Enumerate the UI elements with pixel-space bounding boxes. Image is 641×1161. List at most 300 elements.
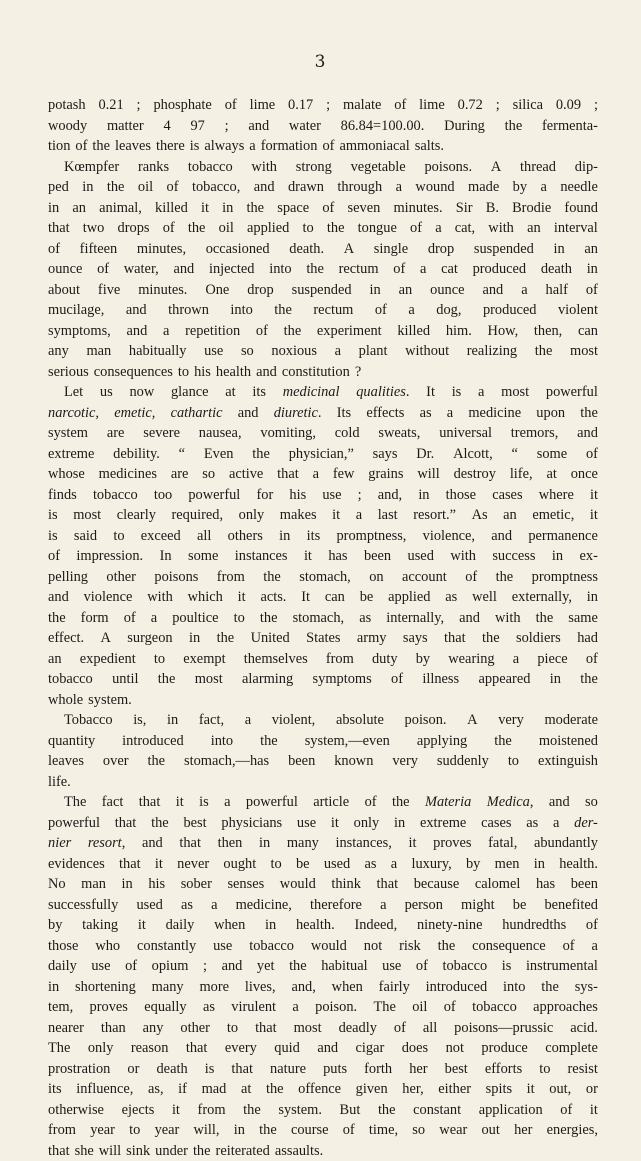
word: A — [100, 628, 110, 649]
word: deadly — [339, 1018, 377, 1039]
word: is — [190, 136, 200, 157]
word: “ — [179, 444, 185, 465]
word: consequence — [472, 936, 546, 957]
word: ; — [203, 956, 207, 977]
word: of — [225, 95, 237, 116]
word: constantly — [137, 936, 196, 957]
word: of — [256, 321, 268, 342]
word: strong — [296, 157, 332, 178]
text-line — [48, 218, 598, 239]
word: and — [238, 403, 259, 424]
word: nier — [48, 833, 71, 854]
word: poisons—prussic — [454, 1018, 553, 1039]
word: promptness — [532, 567, 598, 588]
word: it — [176, 792, 184, 813]
word: ounce — [48, 259, 82, 280]
word: required, — [172, 505, 224, 526]
word: reason — [131, 1038, 169, 1059]
word: fifteen — [80, 239, 118, 260]
word: has — [328, 546, 347, 567]
word: to — [539, 1059, 550, 1080]
word: active — [229, 464, 263, 485]
word: a — [553, 813, 559, 834]
word: tongue — [358, 218, 397, 239]
word: diuretic. — [274, 403, 322, 424]
word: potash — [48, 95, 86, 116]
word: with — [450, 546, 476, 567]
word: exempt — [183, 649, 225, 670]
word: form — [81, 608, 109, 629]
word: introduced — [122, 731, 184, 752]
word: man — [81, 874, 106, 895]
word: been — [288, 751, 315, 772]
word: others — [228, 526, 263, 547]
word: experiment — [317, 321, 382, 342]
word: into — [230, 300, 252, 321]
word: daily — [166, 915, 195, 936]
word: the — [284, 321, 302, 342]
word: soldiers — [516, 628, 561, 649]
word: that — [115, 813, 137, 834]
word: successfully — [48, 895, 118, 916]
word: stomach, — [293, 608, 345, 629]
word: an — [584, 239, 598, 260]
word: best — [445, 1059, 468, 1080]
word: stomach,—has — [184, 751, 269, 772]
word: violence, — [423, 526, 475, 547]
word: known — [334, 751, 373, 772]
word: tobacco — [48, 669, 93, 690]
word: a — [540, 177, 546, 198]
word: that — [255, 1018, 277, 1039]
word: cold — [335, 423, 360, 444]
word: 4 — [163, 116, 170, 137]
word: debility. — [113, 444, 160, 465]
word: all — [197, 526, 211, 547]
word: can — [325, 587, 345, 608]
word: it — [590, 505, 598, 526]
word: approaches — [533, 997, 598, 1018]
word: surgeon — [127, 628, 172, 649]
word: in — [82, 177, 93, 198]
word: at — [546, 464, 556, 485]
word: an — [503, 505, 517, 526]
word: a — [292, 997, 298, 1018]
word: and — [254, 177, 275, 198]
word: she — [75, 1141, 94, 1161]
word: sober — [181, 874, 212, 895]
word: its — [252, 382, 266, 403]
word: externally, — [512, 587, 572, 608]
word: of — [586, 649, 598, 670]
word: given — [356, 1079, 388, 1100]
word: that — [377, 874, 399, 895]
word: from — [198, 1100, 226, 1121]
word: thread — [520, 157, 556, 178]
word: many — [152, 977, 184, 998]
word: other — [180, 1018, 210, 1039]
word: where — [539, 485, 574, 506]
word: glance — [171, 382, 209, 403]
word: as — [203, 997, 215, 1018]
word: evidences — [48, 854, 105, 875]
word: when — [214, 915, 245, 936]
word: of — [97, 259, 109, 280]
word: applied — [388, 587, 430, 608]
word: prostration — [48, 1059, 110, 1080]
word: out — [481, 1120, 499, 1141]
word: course — [291, 1120, 329, 1141]
text-line — [48, 1059, 598, 1080]
word: her, — [402, 1079, 423, 1100]
word: of — [375, 300, 387, 321]
word: The — [64, 792, 86, 813]
word: and — [126, 300, 147, 321]
word: expedient — [80, 649, 136, 670]
word: of — [391, 669, 403, 690]
word: success — [492, 546, 535, 567]
word: piece — [537, 649, 567, 670]
word: once — [571, 464, 598, 485]
word: health. — [559, 854, 598, 875]
word: violent, — [272, 710, 316, 731]
word: resist — [568, 1059, 598, 1080]
word: for — [256, 485, 273, 506]
word: not — [446, 1038, 464, 1059]
word: 97 — [190, 116, 204, 137]
word: does — [402, 1038, 428, 1059]
word: with — [251, 157, 277, 178]
word: said — [74, 526, 97, 547]
word: to — [303, 218, 314, 239]
word: death — [541, 259, 572, 280]
word: daily — [48, 956, 77, 977]
word: a — [408, 300, 414, 321]
word: woody — [48, 116, 87, 137]
word: ejects — [122, 1100, 155, 1121]
word: severe — [143, 423, 180, 444]
word: ounce — [430, 280, 464, 301]
word: when — [332, 977, 363, 998]
word: puts — [323, 1059, 347, 1080]
word: in — [189, 628, 200, 649]
word: stomach, — [299, 567, 351, 588]
word: its — [307, 526, 321, 547]
word: a — [335, 341, 341, 362]
word: space — [277, 198, 309, 219]
word: that — [48, 1141, 70, 1161]
word: injected — [209, 259, 255, 280]
word: under — [155, 1141, 188, 1161]
word: might — [461, 895, 495, 916]
word: Medica, — [487, 792, 534, 813]
word: single — [374, 239, 408, 260]
word: produce — [481, 1038, 527, 1059]
word: most — [570, 341, 598, 362]
text-line — [48, 669, 598, 690]
text-line — [48, 813, 598, 834]
word: taking — [82, 915, 118, 936]
word: by — [416, 649, 430, 670]
word: the — [259, 1120, 277, 1141]
word: the — [147, 751, 165, 772]
word: the — [92, 136, 110, 157]
word: makes — [280, 505, 317, 526]
word: with — [488, 218, 514, 239]
word: into — [269, 259, 291, 280]
word: in — [534, 854, 545, 875]
word: the — [289, 956, 307, 977]
text-line — [48, 341, 598, 362]
word: Its — [337, 403, 351, 424]
word: grains — [368, 464, 403, 485]
word: always — [204, 136, 244, 157]
word: ped — [48, 177, 69, 198]
word: qualities. — [356, 382, 409, 403]
word: oil — [138, 177, 153, 198]
word: of — [560, 1100, 572, 1121]
word: is — [452, 382, 462, 403]
word: or — [127, 1059, 139, 1080]
word: the — [496, 567, 514, 588]
word: of — [410, 218, 422, 239]
body-text — [48, 95, 598, 1161]
word: introduced — [426, 977, 488, 998]
word: water, — [124, 259, 159, 280]
word: offence — [298, 1079, 341, 1100]
word: the — [392, 792, 410, 813]
text-line — [48, 505, 598, 526]
text-line — [48, 259, 598, 280]
word: and — [222, 956, 243, 977]
text-line — [48, 731, 598, 752]
text-line — [48, 1100, 598, 1121]
word: a — [249, 136, 255, 157]
word: of — [322, 198, 334, 219]
word: as — [445, 587, 457, 608]
word: use — [322, 485, 341, 506]
word: many — [287, 833, 319, 854]
word: it — [201, 198, 209, 219]
word: effect. — [48, 628, 84, 649]
word: the — [536, 608, 554, 629]
word: vomiting, — [260, 423, 316, 444]
word: poisons — [154, 567, 198, 588]
word: in — [553, 239, 564, 260]
word: ranks — [138, 157, 169, 178]
word: which — [188, 587, 223, 608]
word: is — [48, 526, 58, 547]
word: resort.” — [413, 505, 456, 526]
word: system,—even — [305, 731, 390, 752]
word: mad — [202, 1079, 227, 1100]
word: seven — [348, 198, 381, 219]
word: A — [467, 710, 477, 731]
word: efforts — [485, 1059, 522, 1080]
word: is, — [133, 710, 146, 731]
word: it — [408, 833, 416, 854]
word: use — [213, 936, 232, 957]
word: ex- — [580, 546, 598, 567]
word: 0.72 — [458, 95, 483, 116]
word: of — [586, 915, 598, 936]
word: poisons. — [424, 157, 472, 178]
word: is — [199, 792, 209, 813]
word: then — [218, 833, 243, 854]
word: a — [592, 936, 598, 957]
word: of — [124, 608, 136, 629]
word: a — [380, 895, 386, 916]
word: destroy — [454, 464, 496, 485]
word: During — [444, 116, 485, 137]
word: had — [577, 628, 598, 649]
word: reiterated — [216, 1141, 270, 1161]
word: so — [241, 341, 254, 362]
word: will, — [194, 1120, 220, 1141]
word: ; — [326, 95, 330, 116]
word: the — [274, 300, 292, 321]
word: by — [513, 177, 527, 198]
word: then, — [534, 321, 562, 342]
word: “ — [512, 444, 518, 465]
word: are — [171, 464, 189, 485]
word: all — [423, 1018, 437, 1039]
word: a — [356, 505, 362, 526]
word: the — [246, 198, 264, 219]
word: of — [343, 1120, 355, 1141]
word: with — [147, 587, 173, 608]
word: and — [126, 321, 147, 342]
text-line — [48, 977, 598, 998]
word: of — [365, 792, 377, 813]
word: the — [48, 608, 66, 629]
word: a — [163, 321, 169, 342]
word: violent — [558, 300, 598, 321]
word: and — [482, 280, 503, 301]
word: the — [482, 628, 500, 649]
word: a — [396, 177, 402, 198]
word: that — [444, 628, 466, 649]
text-line — [48, 792, 598, 813]
word: and — [256, 362, 277, 383]
word: into — [503, 977, 525, 998]
word: powerful — [246, 792, 298, 813]
word: through — [337, 177, 382, 198]
text-line — [48, 95, 598, 116]
word: produced — [473, 259, 527, 280]
text-line — [48, 464, 598, 485]
text-line — [48, 587, 598, 608]
word: tobacco — [249, 936, 294, 957]
word: the — [243, 1100, 261, 1121]
word: to — [113, 526, 124, 547]
word: drop — [428, 239, 454, 260]
word: cat, — [455, 218, 475, 239]
word: into — [211, 731, 233, 752]
word: proves — [433, 833, 471, 854]
word: and — [491, 526, 512, 547]
word: ; — [358, 485, 362, 506]
word: as — [359, 608, 371, 629]
word: used — [324, 854, 350, 875]
word: so — [585, 792, 598, 813]
word: ? — [355, 362, 361, 383]
word: otherwise — [48, 1100, 104, 1121]
word: it — [331, 813, 339, 834]
word: cases — [492, 485, 522, 506]
word: life. — [48, 772, 71, 793]
word: minutes. — [138, 280, 187, 301]
word: the — [535, 341, 553, 362]
word: tobacco — [442, 956, 487, 977]
word: the — [378, 1100, 396, 1121]
word: to — [270, 854, 281, 875]
word: year — [90, 1120, 115, 1141]
word: is — [48, 505, 58, 526]
word: absolute — [336, 710, 384, 731]
word: the — [580, 669, 598, 690]
word: formation — [261, 136, 318, 157]
word: quantity — [48, 731, 95, 752]
word: wear — [439, 1120, 467, 1141]
word: killed — [397, 321, 430, 342]
word: virulent — [231, 997, 276, 1018]
word: yet — [257, 956, 275, 977]
word: because — [414, 874, 460, 895]
word: use — [297, 813, 316, 834]
word: influence, — [76, 1079, 133, 1100]
word: application — [479, 1100, 543, 1121]
word: the — [151, 813, 169, 834]
word: an — [527, 218, 541, 239]
word: and — [317, 1038, 338, 1059]
word: only — [88, 1038, 114, 1059]
word: silica — [513, 95, 543, 116]
word: suspended — [474, 239, 534, 260]
word: to — [154, 649, 165, 670]
word: The — [48, 1038, 70, 1059]
word: the — [263, 567, 281, 588]
word: be — [360, 587, 374, 608]
word: physician,” — [289, 444, 354, 465]
word: is — [502, 956, 512, 977]
word: interval — [554, 218, 598, 239]
text-line — [48, 136, 598, 157]
word: symptoms — [313, 669, 372, 690]
word: tobacco — [472, 997, 517, 1018]
text-line — [48, 649, 598, 670]
word: men — [495, 854, 520, 875]
text-line — [48, 772, 598, 793]
word: water — [289, 116, 321, 137]
word: in — [369, 280, 380, 301]
word: fact — [102, 792, 124, 813]
word: B. — [486, 198, 499, 219]
word: fermenta- — [542, 116, 598, 137]
text-line — [48, 177, 598, 198]
word: a — [478, 382, 484, 403]
word: narcotic, — [48, 403, 99, 424]
word: salts. — [415, 136, 444, 157]
word: more — [199, 977, 229, 998]
word: realizing — [467, 341, 517, 362]
word: says — [373, 444, 398, 465]
word: tremors, — [511, 423, 559, 444]
word: It — [426, 382, 435, 403]
word: that — [139, 792, 161, 813]
word: moderate — [544, 710, 598, 731]
word: most — [294, 1018, 322, 1039]
